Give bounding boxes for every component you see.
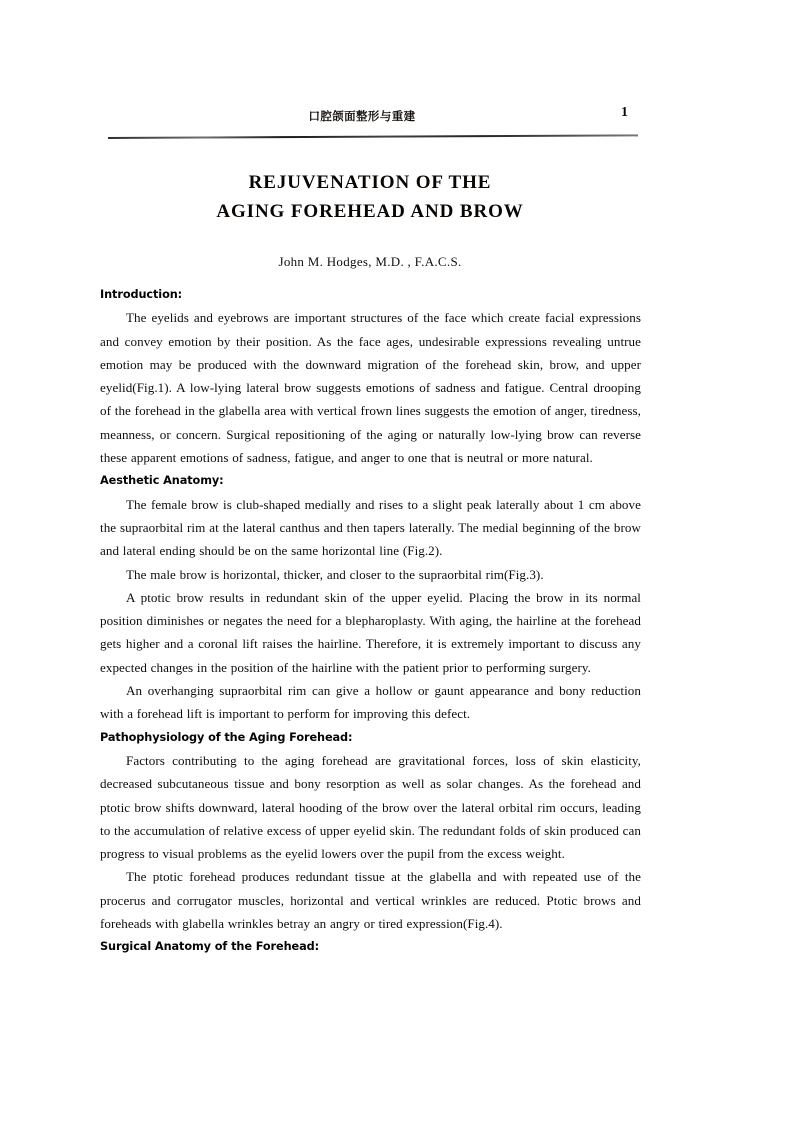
body-paragraph: The male brow is horizontal, thicker, and closer to the supraorbital rim(Fig.3). bbox=[126, 566, 544, 582]
page-number: 1 bbox=[621, 105, 628, 120]
body-paragraph: A ptotic brow results in redundant skin of the upper eyelid. Placing the brow in its normal position diminishes or negates the need for a blepharoplasty. With aging, the hairline at the forehead gets higher and a coronal lift raises the hairline. Therefore, it is extremely important to discuss any expected changes in the position of the hairline with the patient prior to performing surgery. bbox=[100, 589, 641, 675]
document-title-line-2: AGING FOREHEAD AND BROW bbox=[216, 201, 524, 222]
title-block bbox=[100, 168, 640, 270]
section-heading: Pathophysiology of the Aging Forehead: bbox=[100, 730, 353, 744]
section-heading: Introduction: bbox=[100, 288, 183, 301]
running-header bbox=[100, 105, 640, 132]
body-paragraph: Factors contributing to the aging forehead are gravitational forces, loss of skin elasticity, decreased subcutaneous tissue and bony resorption as well as solar changes. As the forehead and ptotic brow shifts downward, lateral hooding of the brow over the lateral orbital rim occurs, leading to the accumulation of relative excess of upper eyelid skin. The redundant folds of skin produced can progress to visual problems as the eyelid lowers over the pupil from the excess weight. bbox=[100, 752, 641, 862]
body-paragraph: The ptotic forehead produces redundant tissue at the glabella and with repeated use of the procerus and corrugator muscles, horizontal and vertical wrinkles are reduced. Ptotic brows and foreheads with glabella wrinkles betray an angry or tired expression(Fig.4). bbox=[100, 869, 641, 932]
document-title-line-1: REJUVENATION OF THE bbox=[248, 172, 492, 193]
running-header-title: 口腔颌面整形与重建 bbox=[308, 109, 416, 123]
header-rule-divider bbox=[108, 134, 638, 139]
section-heading: Aesthetic Anatomy: bbox=[100, 474, 224, 488]
author-byline: John M. Hodges, M.D. , F.A.C.S. bbox=[278, 254, 462, 269]
body-paragraph: The eyelids and eyebrows are important structures of the face which create facial expressions and convey emotion by their position. As the face ages, undesirable expressions revealing untrue emotion may be produced with the downward migration of the forehead skin, brow, and upper eyelid(Fig.1). A low-lying lateral brow suggests emotions of sadness and fatigue. Central drooping of the forehead in the glabella area with vertical frown lines suggests the emotion of anger, tiredness, meanness, or concern. Surgical repositioning of the aging or naturally low-lying brow can reverse these apparent emotions of sadness, fatigue, and anger to one that is neutral or more natural. bbox=[100, 310, 641, 466]
article-body bbox=[100, 283, 641, 959]
section-heading: Surgical Anatomy of the Forehead: bbox=[100, 940, 320, 954]
body-paragraph: The female brow is club-shaped medially and rises to a slight peak laterally about 1 cm above the supraorbital rim at the lateral canthus and then tapers laterally. The medial beginning of the brow and lateral ending should be on the same horizontal line (Fig.2). bbox=[100, 496, 641, 559]
body-paragraph: An overhanging supraorbital rim can give a hollow or gaunt appearance and bony reduction with a forehead lift is important to perform for improving this defect. bbox=[100, 683, 641, 722]
